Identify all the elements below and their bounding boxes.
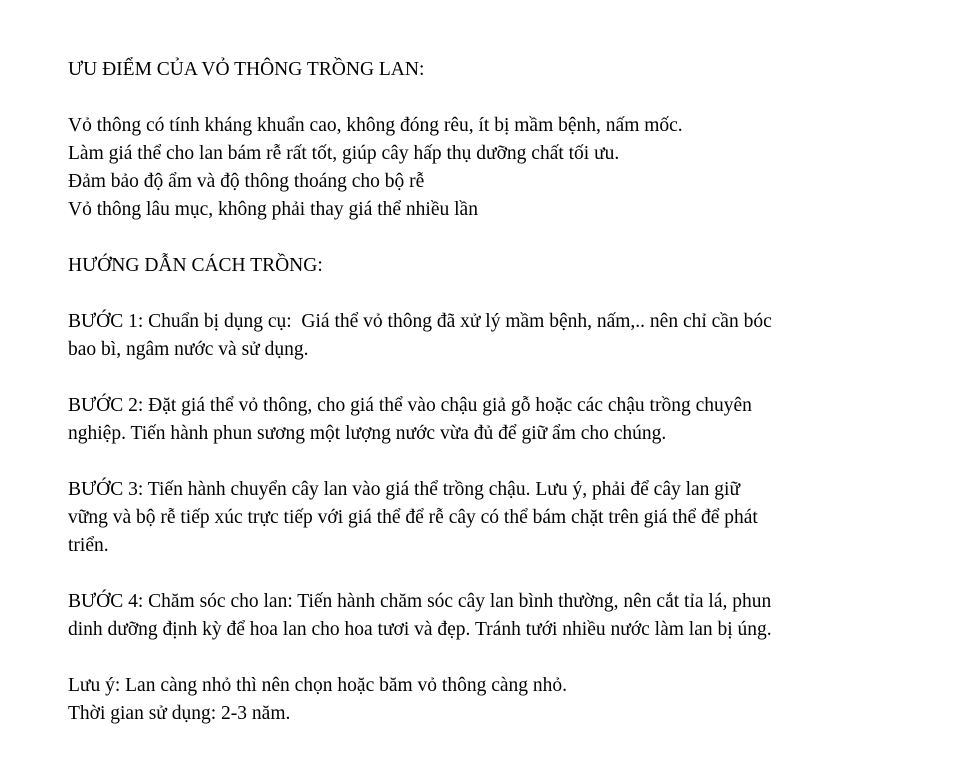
spacer (68, 364, 918, 392)
step-line: BƯỚC 4: Chăm sóc cho lan: Tiến hành chăm sóc cây lan bình thường, nên cắt tỉa lá, phun (68, 591, 772, 612)
usage-duration-line: Thời gian sử dụng: 2-3 năm. (68, 703, 291, 724)
step-line: vững và bộ rễ tiếp xúc trực tiếp với giá thể để rễ cây có thể bám chặt trên giá thể để phát (68, 507, 758, 528)
spacer (68, 560, 918, 588)
step-line: bao bì, ngâm nước và sử dụng. (68, 339, 309, 360)
spacer (68, 224, 918, 252)
step-line: BƯỚC 3: Tiến hành chuyển cây lan vào giá thể trồng chậu. Lưu ý, phải để cây lan giữ (68, 479, 741, 500)
step-4-paragraph (68, 588, 918, 644)
advantage-item: Vỏ thông lâu mục, không phải thay giá thể nhiều lần (68, 199, 478, 220)
step-line: triển. (68, 535, 109, 556)
advantages-heading: ƯU ĐIỂM CỦA VỎ THÔNG TRỒNG LAN: (68, 59, 425, 80)
step-line: dinh dưỡng định kỳ để hoa lan cho hoa tươi và đẹp. Tránh tưới nhiều nước làm lan bị úng. (68, 619, 772, 640)
step-line: BƯỚC 1: Chuẩn bị dụng cụ: Giá thể vỏ thông đã xử lý mầm bệnh, nấm,.. nên chỉ cần bóc (68, 311, 772, 332)
spacer (68, 280, 918, 308)
guide-heading: HƯỚNG DẪN CÁCH TRỒNG: (68, 255, 323, 276)
note-line: Lưu ý: Lan càng nhỏ thì nên chọn hoặc băm vỏ thông càng nhỏ. (68, 675, 568, 696)
step-line: nghiệp. Tiến hành phun sương một lượng nước vừa đủ để giữ ẩm cho chúng. (68, 423, 667, 444)
step-2-paragraph (68, 392, 918, 448)
spacer (68, 84, 918, 112)
spacer (68, 644, 918, 672)
advantage-item: Làm giá thể cho lan bám rễ rất tốt, giúp cây hấp thụ dưỡng chất tối ưu. (68, 143, 620, 164)
document-body (68, 56, 918, 728)
step-3-paragraph (68, 476, 918, 560)
spacer (68, 448, 918, 476)
advantage-item: Đảm bảo độ ẩm và độ thông thoáng cho bộ rễ (68, 171, 425, 192)
advantage-item: Vỏ thông có tính kháng khuẩn cao, không đóng rêu, ít bị mầm bệnh, nấm mốc. (68, 115, 683, 136)
step-1-paragraph (68, 308, 918, 364)
step-line: BƯỚC 2: Đặt giá thể vỏ thông, cho giá thể vào chậu giả gỗ hoặc các chậu trồng chuyên (68, 395, 752, 416)
